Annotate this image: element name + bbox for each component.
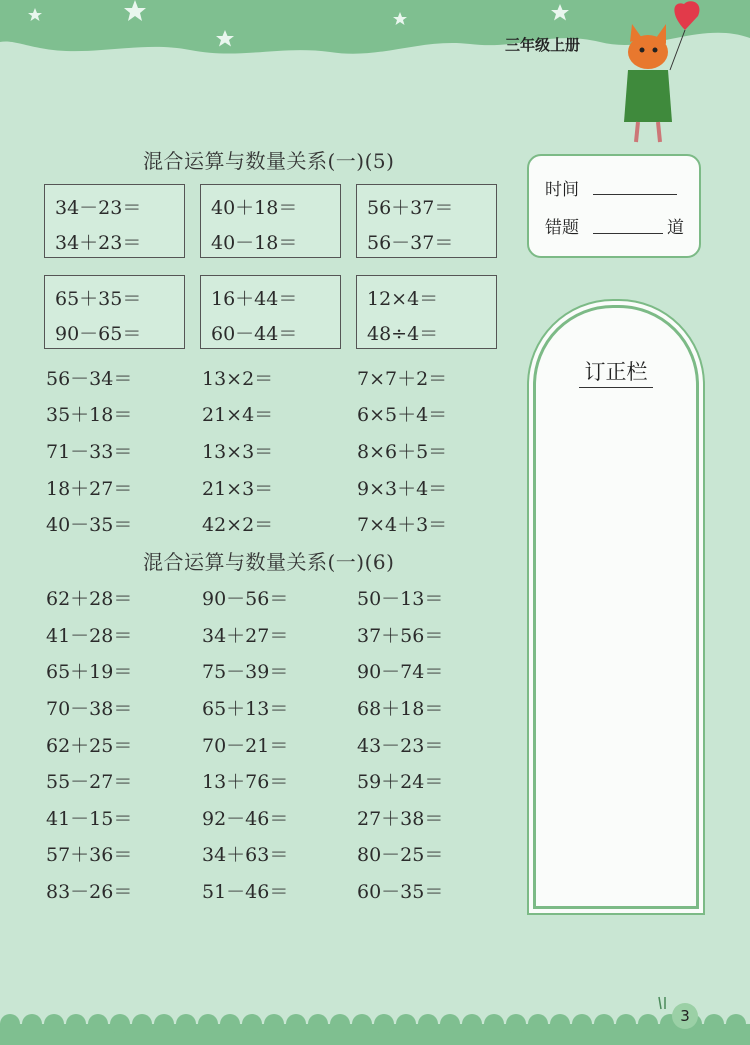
footer-scallop-border [0, 1012, 750, 1045]
problem: 90－56＝ [202, 588, 289, 610]
problem: 34－23＝ [55, 197, 142, 219]
problem: 68＋18＝ [357, 698, 444, 720]
problem-box [200, 184, 341, 258]
errors-label: 错题 [545, 218, 579, 238]
problem: 40＋18＝ [211, 197, 298, 219]
problem: 13＋76＝ [202, 771, 289, 793]
problem: 56－34＝ [46, 368, 133, 390]
problem: 27＋38＝ [357, 808, 444, 830]
problem: 57＋36＝ [46, 844, 133, 866]
problem: 21×3＝ [202, 478, 274, 500]
problem: 16＋44＝ [211, 288, 298, 310]
problem: 41－28＝ [46, 625, 133, 647]
problem: 34＋63＝ [202, 844, 289, 866]
problem: 50－13＝ [357, 588, 444, 610]
problem: 75－39＝ [202, 661, 289, 683]
problem: 7×4＋3＝ [357, 514, 448, 536]
problem: 8×6＋5＝ [357, 441, 448, 463]
problem-box [200, 275, 341, 349]
problem-box [44, 275, 185, 349]
problem: 40－35＝ [46, 514, 133, 536]
problem: 56＋37＝ [367, 197, 454, 219]
time-label: 时间 [545, 180, 579, 200]
problem: 40－18＝ [211, 232, 298, 254]
problem: 70－21＝ [202, 735, 289, 757]
problem: 34＋27＝ [202, 625, 289, 647]
problem: 62＋25＝ [46, 735, 133, 757]
page-number: 3 [672, 1003, 698, 1029]
problem-box [356, 184, 497, 258]
problem: 42×2＝ [202, 514, 274, 536]
problem-box [356, 275, 497, 349]
problem: 80－25＝ [357, 844, 444, 866]
problem: 13×3＝ [202, 441, 274, 463]
problem: 56－37＝ [367, 232, 454, 254]
time-answer-line[interactable] [593, 194, 677, 195]
problem: 65＋35＝ [55, 288, 142, 310]
problem: 12×4＝ [367, 288, 439, 310]
problem: 6×5＋4＝ [357, 404, 448, 426]
problem: 60－35＝ [357, 881, 444, 903]
problem: 71－33＝ [46, 441, 133, 463]
cat-with-heart-balloon-illustration [600, 0, 710, 150]
problem: 37＋56＝ [357, 625, 444, 647]
snail-icon [645, 995, 675, 1025]
problem: 90－74＝ [357, 661, 444, 683]
problem: 48÷4＝ [367, 323, 439, 345]
problem: 60－44＝ [211, 323, 298, 345]
problem: 51－46＝ [202, 881, 289, 903]
problem: 70－38＝ [46, 698, 133, 720]
problem: 34＋23＝ [55, 232, 142, 254]
problem: 41－15＝ [46, 808, 133, 830]
errors-answer-line[interactable] [593, 233, 663, 234]
problem: 62＋28＝ [46, 588, 133, 610]
correction-panel[interactable] [533, 305, 699, 909]
problem: 90－65＝ [55, 323, 142, 345]
problem: 83－26＝ [46, 881, 133, 903]
problem: 18＋27＝ [46, 478, 133, 500]
problem: 7×7＋2＝ [357, 368, 448, 390]
problem: 21×4＝ [202, 404, 274, 426]
problem: 92－46＝ [202, 808, 289, 830]
problem: 13×2＝ [202, 368, 274, 390]
problem: 9×3＋4＝ [357, 478, 448, 500]
problem: 65＋13＝ [202, 698, 289, 720]
correction-title-underline [579, 387, 653, 388]
problem: 65＋19＝ [46, 661, 133, 683]
problem: 55－27＝ [46, 771, 133, 793]
section-title: 混合运算与数量关系(一)(6) [143, 550, 395, 574]
problem-box [44, 184, 185, 258]
section-title: 混合运算与数量关系(一)(5) [143, 149, 395, 173]
errors-unit: 道 [667, 218, 684, 238]
problem: 43－23＝ [357, 735, 444, 757]
grade-label: 三年级上册 [505, 36, 581, 54]
problem: 59＋24＝ [357, 771, 444, 793]
correction-title: 订正栏 [584, 360, 648, 384]
time-record-box [527, 154, 701, 258]
problem: 35＋18＝ [46, 404, 133, 426]
